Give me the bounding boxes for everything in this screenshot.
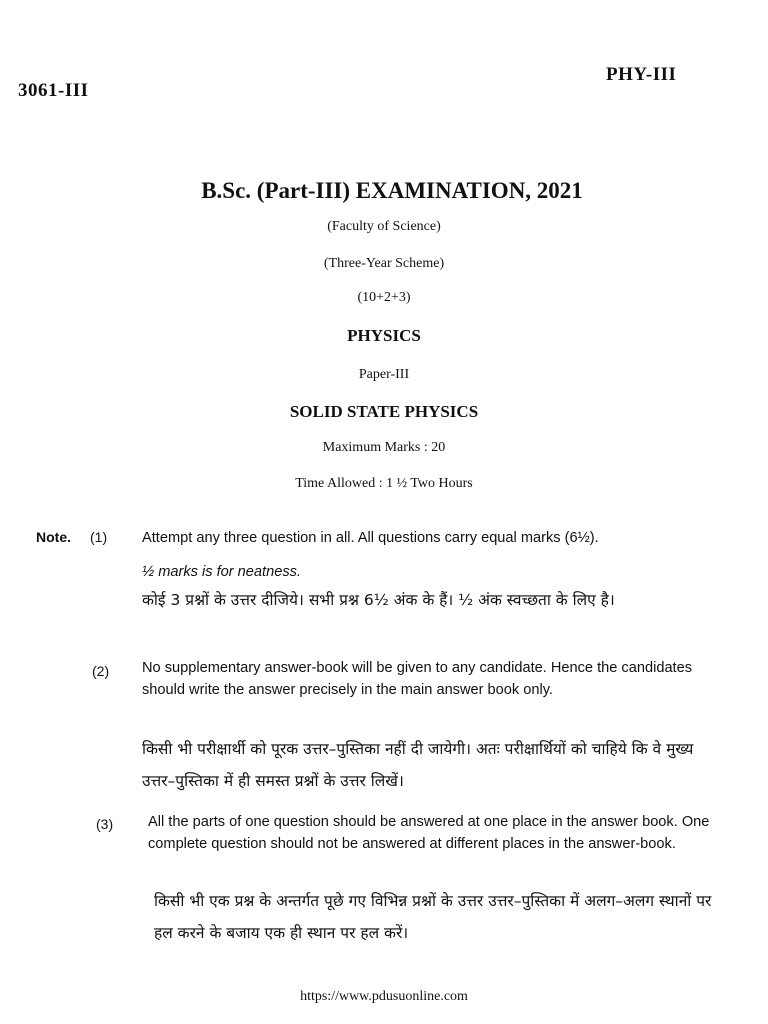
- note-english-text: Attempt any three question in all. All questions carry equal marks (6½).: [142, 530, 599, 546]
- note-english-text: All the parts of one question should be answered at one place in the answer book. One complete question should not be answered at different places in the answer-book.: [148, 814, 710, 852]
- scheme-label: (Three-Year Scheme): [323, 256, 445, 271]
- paper-title: SOLID STATE PHYSICS: [289, 402, 479, 421]
- note-english-text-extra: ½ marks is for neatness.: [142, 564, 301, 580]
- subject-title: PHYSICS: [347, 326, 421, 345]
- note-english-text: No supplementary answer-book will be given to any candidate. Hence the candidates should write the answer precisely in the main answer book only.: [142, 660, 693, 698]
- note-hindi-text: किसी भी एक प्रश्न के अन्तर्गत पूछे गए विभिन्न प्रश्नों के उत्तर उत्तर–पुस्तिका में अलग–अलग स्थानों पर हल करने के बजाय एक ही स्थान पर हल करें।: [154, 892, 712, 942]
- pattern-label: (10+2+3): [357, 290, 411, 305]
- time-allowed: Time Allowed : 1 ½ Two Hours: [295, 476, 473, 491]
- note-number: (2): [92, 663, 110, 679]
- subject-code: PHY-III: [606, 64, 677, 85]
- paper-number: Paper-III: [358, 367, 410, 382]
- note-hindi-text: कोई 3 प्रश्नों के उत्तर दीजिये। सभी प्रश्न 6½ अंक के हैं। ½ अंक स्वच्छता के लिए है।: [142, 591, 615, 609]
- footer-url: https://www.pdusuonline.com: [300, 989, 468, 1004]
- paper-code: 3061-III: [18, 80, 89, 101]
- note-number: (3): [96, 816, 114, 832]
- exam-title: B.Sc. (Part-III) EXAMINATION, 2021: [201, 178, 583, 203]
- faculty-label: (Faculty of Science): [327, 219, 441, 234]
- note-hindi-text: किसी भी परीक्षार्थी को पूरक उत्तर–पुस्तिका नहीं दी जायेगी। अतः परीक्षार्थियों को चाहिये कि वे मुख्य उत्तर–पुस्तिका में ही समस्त प्रश्नों के उत्तर लिखें।: [142, 740, 694, 790]
- note-number: (1): [90, 529, 108, 545]
- maximum-marks: Maximum Marks : 20: [322, 440, 446, 455]
- note-label: Note.: [36, 529, 71, 545]
